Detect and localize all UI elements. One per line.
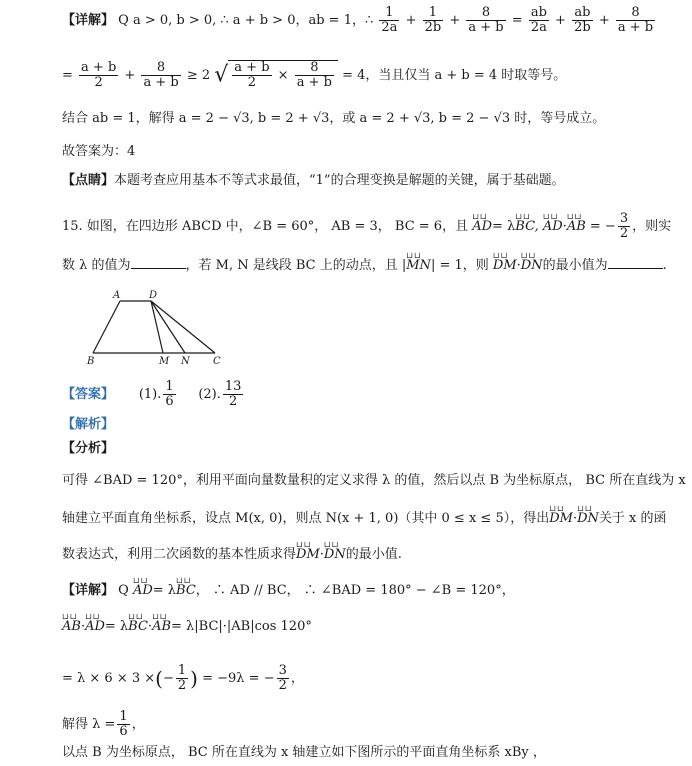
label-D: D (149, 290, 158, 301)
answer-blank-1 (131, 256, 186, 269)
analysis-line-1: 可得 ∠BAD = 120°，利用平面向量数量积的定义求得 λ 的值，然后以点 B 为坐标原点， BC 所在直线为 x (62, 473, 686, 488)
fraction: $\frac{8}{a + b}$ (617, 5, 654, 35)
remark-text: 本题考查应用基本不等式求最值，“1”的合理变换是解题的关键，属于基础题。 (114, 173, 565, 188)
solution-line-1: 【详解】 Q ⊔⊔ AD= λ⊔⊔ BC， ∴ AD // BC， ∴ ∠BAD = 180° − ∠B = 120°， (62, 582, 515, 600)
label-B: B (87, 356, 95, 367)
answer-label: 【答案】 (62, 387, 115, 402)
vector-DM: ⊔⊔ DM (296, 546, 320, 564)
answer-blank-2 (608, 256, 663, 269)
plus-sign: + (449, 13, 461, 28)
equals-sign: = (62, 68, 73, 83)
vector-DM: ⊔⊔ DM (549, 510, 573, 528)
plus-sign: + (598, 13, 610, 28)
solution-line-4: 解得 λ = $\frac{1}{6}$ ， (62, 709, 145, 739)
inequality: ≥ 2 (186, 68, 211, 83)
label-A: A (113, 290, 121, 301)
analysis-line-2: 轴建立平面直角坐标系，设点 M(x, 0)，则点 N(x + 1, 0)（其中 0 ≤ x ≤ 5），得出⊔⊔ DM·⊔⊔ DN关于 x 的函 (62, 510, 667, 528)
fraction: $\frac{1}{2a}$ (381, 5, 398, 35)
vector-AD: ⊔⊔ AD (543, 218, 563, 236)
vector-DM: ⊔⊔ DM (493, 257, 517, 275)
sqrt-body: $\frac{a + b}{2}$ × $\frac{8}{a + b}$ (228, 60, 338, 90)
detail-label: 【详解】 (62, 13, 115, 28)
vector-DN: ⊔⊔ DN (324, 546, 346, 564)
solution-line-3: = λ × 6 × 3 ×(− $\frac{1}{2}$ ) = −9λ = − $\frac{3}{2}$ ， (62, 663, 304, 693)
vector-AD: ⊔⊔ AD (472, 218, 492, 236)
fraction: $\frac{8}{a + b}$ (143, 60, 179, 90)
fraction: $\frac{a + b}{2}$ (81, 60, 117, 90)
vector-BC: ⊔⊔ BC, (515, 218, 538, 236)
remark-label: 【点睛】 (62, 173, 115, 188)
analysis-label: 【解析】 (62, 417, 115, 432)
equality-condition: = 4，当且仅当 a + b = 4 时取等号。 (342, 68, 567, 83)
solution-line-5: 以点 B 为坐标原点， BC 所在直线为 x 轴建立如下图所示的平面直角坐标系 xBy ， (62, 745, 546, 760)
solution-line-2: ⊔⊔ AB·⊔⊔ AD= λ⊔⊔ BC·⊔⊔ AB= λ|BC|·|AB|cos 120° (62, 618, 312, 636)
fraction: $\frac{3}{2}$ (619, 211, 629, 241)
label-M: M (159, 356, 170, 367)
vector-DN: ⊔⊔ DN (577, 510, 599, 528)
vector-MN: ⊔⊔ MN (406, 257, 431, 275)
question-15-line-2: 数 λ 的值为 ，若 M, N 是线段 BC 上的动点，且 |⊔⊔ MN| = 1，则 ⊔⊔ DM·⊔⊔ DN的最小值为 . (62, 256, 667, 275)
detail-line-3: 结合 ab = 1，解得 a = 2 − √3, b = 2 + √3，或 a = 2 + √3, b = 2 − √3 时，等号成立。 (62, 111, 606, 126)
detail-text: Q a > 0, b > 0, ∴ a + b > 0，ab = 1，∴ (118, 13, 374, 28)
remark-line (62, 172, 565, 190)
fraction: $\frac{1}{2b}$ (424, 5, 442, 35)
segment-AB (93, 301, 120, 353)
question-text: 15. 如图，在四边形 ABCD 中，∠B = 60°， AB = 3， BC = 6，且 (62, 219, 469, 234)
answer-summary: 故答案为：4 (62, 144, 136, 159)
fraction: $\frac{8}{a + b}$ (468, 5, 504, 35)
equals-sign: = (511, 13, 523, 28)
answer-1: $\frac{1}{6}$ (165, 379, 174, 409)
answer-2: $\frac{13}{2}$ (224, 379, 242, 409)
detail-label: 【详解】 (62, 583, 115, 598)
label-C: C (213, 356, 221, 367)
analysis-section-label: 【分析】 (62, 441, 115, 456)
plus-sign: + (405, 13, 417, 28)
fraction: $\frac{ab}{2b}$ (574, 5, 591, 35)
vector-AB: ⊔⊔ AB (567, 218, 586, 236)
vector-DN: ⊔⊔ DN (521, 257, 543, 275)
fraction: $\frac{ab}{2a}$ (530, 5, 547, 35)
quadrilateral-figure (85, 287, 235, 367)
label-N: N (181, 356, 190, 367)
detail-line-2: = $\frac{a + b}{2}$ + $\frac{8}{a + b}$ ≥ 2 √ $\frac{a + b}{2}$ × $\frac{8}{a + b}$ = 4，当且仅当 a + b = 4 时取等号。 (62, 60, 567, 90)
question-15-line-1: 15. 如图，在四边形 ABCD 中，∠B = 60°， AB = 3， BC = 6，且 ⊔⊔ AD= λ⊔⊔ BC, ⊔⊔ AD·⊔⊔ AB = − $\frac{3}{2}$ ，则实 (62, 212, 671, 241)
segment-DN (151, 301, 185, 353)
plus-sign: + (555, 13, 566, 28)
analysis-line-3: 数表达式，利用二次函数的基本性质求得⊔⊔ DM·⊔⊔ DN的最小值. (62, 546, 402, 564)
answer-line: 【答案】 (1). $\frac{1}{6}$ (2). $\frac{13}{2}$ (62, 379, 242, 409)
detail-line-1 (62, 6, 657, 35)
